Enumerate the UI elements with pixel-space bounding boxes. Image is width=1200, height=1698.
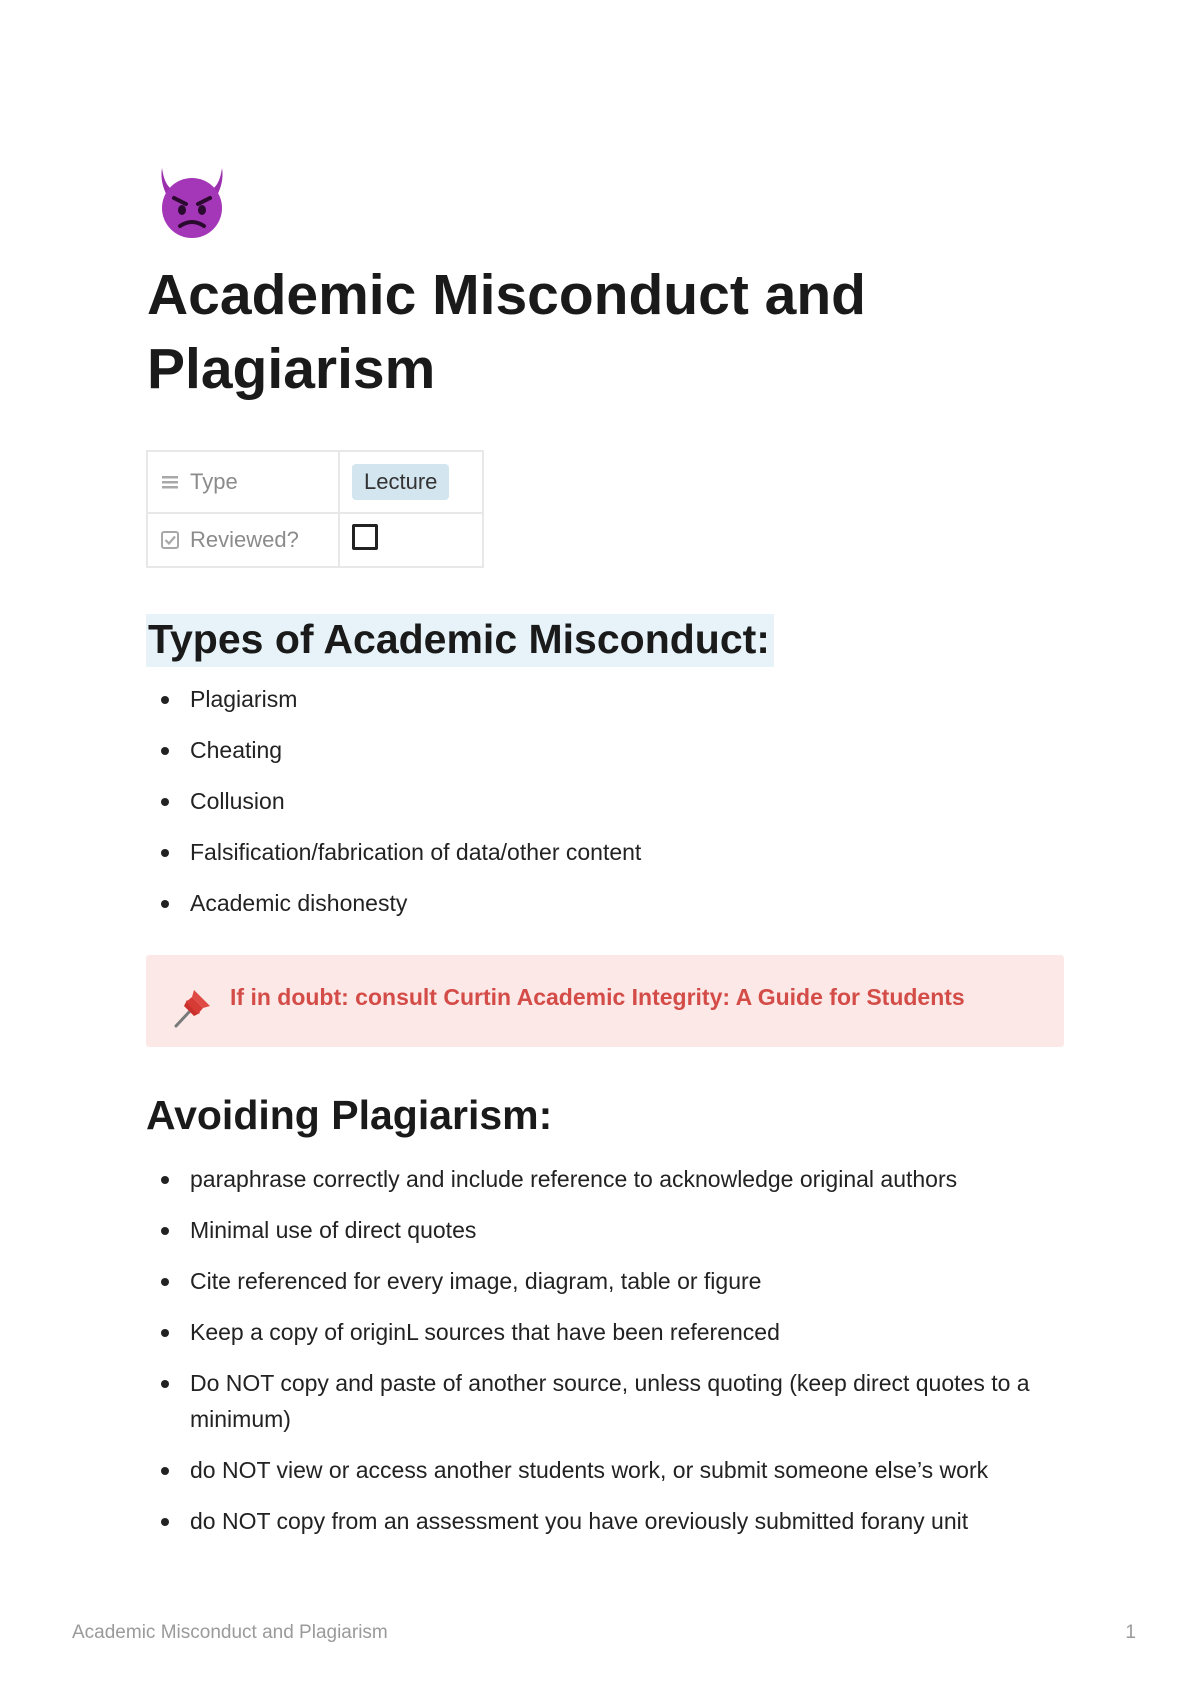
checkbox-property-icon xyxy=(160,530,180,550)
list-item: Keep a copy of originL sources that have been referenced xyxy=(150,1314,1070,1350)
avoiding-plagiarism-list xyxy=(150,1161,1070,1554)
list-item: Collusion xyxy=(150,783,1070,819)
property-label: Type xyxy=(190,469,238,494)
type-tag[interactable]: Lecture xyxy=(352,464,449,500)
property-row-reviewed xyxy=(147,513,483,567)
property-row-type xyxy=(147,451,483,513)
list-item: do NOT view or access another students work, or submit someone else’s work xyxy=(150,1452,1070,1488)
property-value-cell[interactable] xyxy=(339,451,483,513)
list-item: Plagiarism xyxy=(150,681,1070,717)
devil-emoji-icon xyxy=(150,160,234,244)
reviewed-checkbox[interactable] xyxy=(352,524,378,550)
callout-text: If in doubt: consult Curtin Academic Integrity: A Guide for Students xyxy=(230,983,965,1010)
list-item: paraphrase correctly and include reference to acknowledge original authors xyxy=(150,1161,1070,1197)
list-item: do NOT copy from an assessment you have oreviously submitted forany unit xyxy=(150,1503,1070,1539)
misconduct-types-list xyxy=(150,681,1070,936)
list-item: Minimal use of direct quotes xyxy=(150,1212,1070,1248)
page-title: Academic Misconduct and Plagiarism xyxy=(147,263,866,401)
pushpin-icon xyxy=(170,984,216,1030)
list-item: Cite referenced for every image, diagram, table or figure xyxy=(150,1263,1070,1299)
section-heading-avoiding: Avoiding Plagiarism: xyxy=(146,1092,553,1138)
property-label-cell xyxy=(147,513,339,567)
page-number: 1 xyxy=(1125,1622,1136,1643)
list-icon xyxy=(160,472,180,492)
list-item: Academic dishonesty xyxy=(150,885,1070,921)
callout-box xyxy=(146,955,1064,1047)
list-item: Do NOT copy and paste of another source, unless quoting (keep direct quotes to a minimum) xyxy=(150,1365,1070,1437)
property-label: Reviewed? xyxy=(190,527,299,552)
list-item: Falsification/fabrication of data/other content xyxy=(150,834,1070,870)
list-item: Cheating xyxy=(150,732,1070,768)
footer-title: Academic Misconduct and Plagiarism xyxy=(72,1622,388,1643)
properties-table xyxy=(146,450,484,568)
property-label-cell xyxy=(147,451,339,513)
property-value-cell[interactable] xyxy=(339,513,483,567)
section-heading-types: Types of Academic Misconduct: xyxy=(146,614,774,667)
